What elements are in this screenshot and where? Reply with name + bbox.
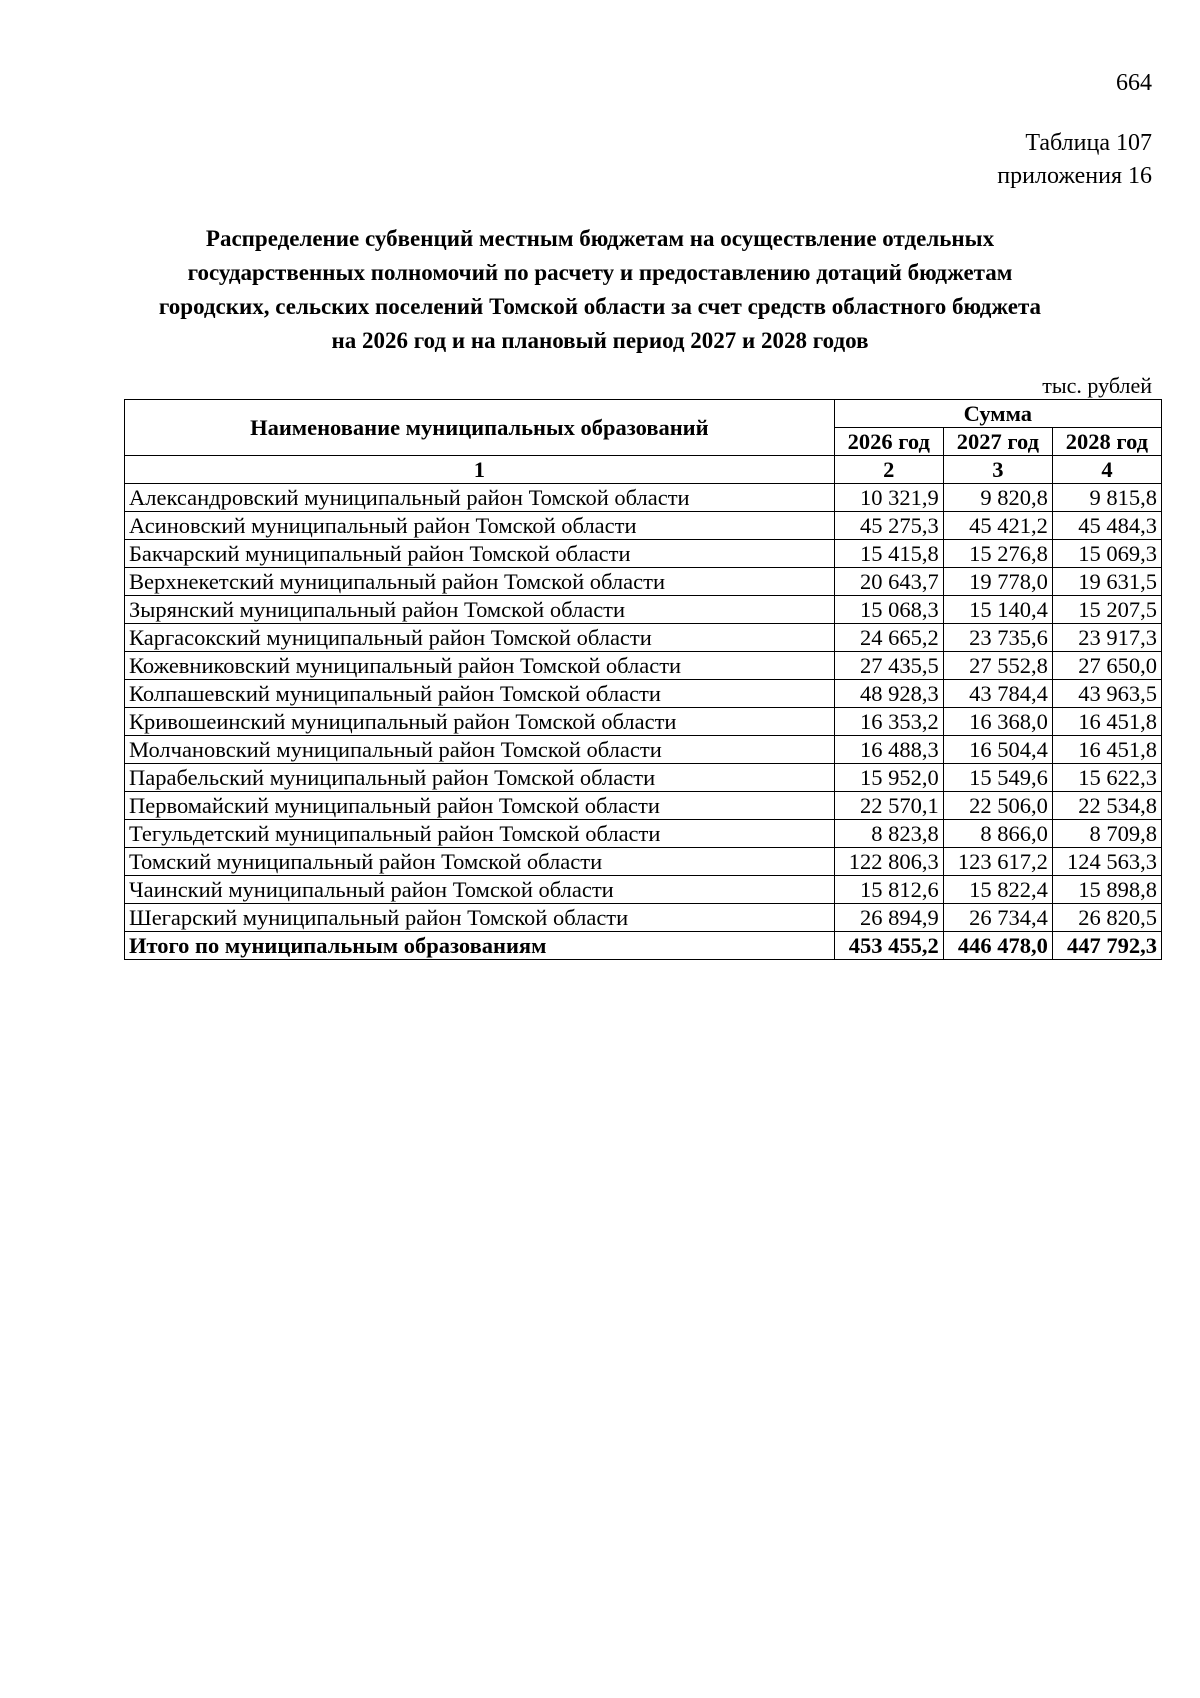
units-label: тыс. рублей: [1042, 373, 1152, 398]
value-2028: 8 709,8: [1052, 820, 1161, 848]
table-row: [125, 680, 1162, 708]
table-row: [125, 848, 1162, 876]
table-row: [125, 708, 1162, 736]
value-2026: 15 812,6: [834, 876, 943, 904]
table-row: [125, 876, 1162, 904]
table-row: [125, 820, 1162, 848]
row-name: Асиновский муниципальный район Томской области: [125, 512, 835, 540]
column-number: 4: [1052, 456, 1161, 484]
value-2028: 15 207,5: [1052, 596, 1161, 624]
table-row: [125, 624, 1162, 652]
table-row: [125, 540, 1162, 568]
table-row: [125, 596, 1162, 624]
row-name: Томский муниципальный район Томской области: [125, 848, 835, 876]
row-name: Шегарский муниципальный район Томской области: [125, 904, 835, 932]
value-2028: 26 820,5: [1052, 904, 1161, 932]
title-line: на 2026 год и на плановый период 2027 и 2028 годов: [331, 328, 869, 353]
column-number: 3: [943, 456, 1052, 484]
value-2026: 15 068,3: [834, 596, 943, 624]
row-name: Первомайский муниципальный район Томской области: [125, 792, 835, 820]
value-2026: 22 570,1: [834, 792, 943, 820]
value-2027: 8 866,0: [943, 820, 1052, 848]
value-2027: 45 421,2: [943, 512, 1052, 540]
total-label: Итого по муниципальным образованиям: [125, 932, 835, 960]
title-line: Распределение субвенций местным бюджетам на осуществление отдельных: [205, 226, 995, 251]
value-2026: 15 415,8: [834, 540, 943, 568]
total-2027: 446 478,0: [943, 932, 1052, 960]
document-title: [100, 222, 1100, 358]
header-name: Наименование муниципальных образований: [125, 400, 835, 456]
total-row: [125, 932, 1162, 960]
row-name: Зырянский муниципальный район Томской области: [125, 596, 835, 624]
value-2027: 15 140,4: [943, 596, 1052, 624]
table-row: [125, 568, 1162, 596]
page-number: 664: [1116, 70, 1152, 96]
value-2027: 19 778,0: [943, 568, 1052, 596]
value-2028: 15 069,3: [1052, 540, 1161, 568]
value-2027: 123 617,2: [943, 848, 1052, 876]
value-2026: 10 321,9: [834, 484, 943, 512]
row-name: Молчановский муниципальный район Томской области: [125, 736, 835, 764]
table-reference-line: приложения 16: [997, 163, 1152, 189]
header-sum: Сумма: [834, 400, 1161, 428]
table-row: [125, 484, 1162, 512]
total-2028: 447 792,3: [1052, 932, 1161, 960]
value-2027: 16 368,0: [943, 708, 1052, 736]
row-name: Чаинский муниципальный район Томской области: [125, 876, 835, 904]
value-2026: 27 435,5: [834, 652, 943, 680]
value-2027: 15 822,4: [943, 876, 1052, 904]
row-name: Верхнекетский муниципальный район Томской области: [125, 568, 835, 596]
value-2026: 48 928,3: [834, 680, 943, 708]
value-2026: 15 952,0: [834, 764, 943, 792]
value-2028: 16 451,8: [1052, 736, 1161, 764]
header-row: [125, 400, 1162, 428]
column-number: 1: [125, 456, 835, 484]
value-2028: 124 563,3: [1052, 848, 1161, 876]
value-2027: 22 506,0: [943, 792, 1052, 820]
row-name: Кривошеинский муниципальный район Томской области: [125, 708, 835, 736]
table-row: [125, 792, 1162, 820]
subventions-table: [124, 399, 1162, 960]
value-2026: 45 275,3: [834, 512, 943, 540]
value-2028: 23 917,3: [1052, 624, 1161, 652]
column-numbers-row: [125, 456, 1162, 484]
row-name: Тегульдетский муниципальный район Томской области: [125, 820, 835, 848]
value-2028: 9 815,8: [1052, 484, 1161, 512]
row-name: Парабельский муниципальный район Томской области: [125, 764, 835, 792]
value-2028: 45 484,3: [1052, 512, 1161, 540]
title-line: городских, сельских поселений Томской области за счет средств областного бюджета: [158, 294, 1042, 319]
value-2027: 27 552,8: [943, 652, 1052, 680]
value-2026: 20 643,7: [834, 568, 943, 596]
table-row: [125, 652, 1162, 680]
header-year: 2027 год: [943, 428, 1052, 456]
row-name: Кожевниковский муниципальный район Томской области: [125, 652, 835, 680]
row-name: Александровский муниципальный район Томской области: [125, 484, 835, 512]
title-line: государственных полномочий по расчету и предоставлению дотаций бюджетам: [187, 260, 1013, 285]
table-reference: [997, 127, 1152, 193]
value-2026: 8 823,8: [834, 820, 943, 848]
table-row: [125, 904, 1162, 932]
value-2026: 122 806,3: [834, 848, 943, 876]
header-year: 2028 год: [1052, 428, 1161, 456]
value-2028: 19 631,5: [1052, 568, 1161, 596]
table-row: [125, 736, 1162, 764]
value-2027: 26 734,4: [943, 904, 1052, 932]
row-name: Колпашевский муниципальный район Томской области: [125, 680, 835, 708]
value-2026: 16 488,3: [834, 736, 943, 764]
row-name: Каргасокский муниципальный район Томской области: [125, 624, 835, 652]
value-2028: 15 898,8: [1052, 876, 1161, 904]
value-2026: 16 353,2: [834, 708, 943, 736]
value-2027: 16 504,4: [943, 736, 1052, 764]
total-2026: 453 455,2: [834, 932, 943, 960]
value-2027: 43 784,4: [943, 680, 1052, 708]
value-2028: 16 451,8: [1052, 708, 1161, 736]
value-2026: 26 894,9: [834, 904, 943, 932]
value-2027: 23 735,6: [943, 624, 1052, 652]
value-2026: 24 665,2: [834, 624, 943, 652]
value-2028: 27 650,0: [1052, 652, 1161, 680]
value-2028: 43 963,5: [1052, 680, 1161, 708]
column-number: 2: [834, 456, 943, 484]
value-2028: 22 534,8: [1052, 792, 1161, 820]
table-row: [125, 764, 1162, 792]
table-reference-line: Таблица 107: [1025, 130, 1152, 156]
header-year: 2026 год: [834, 428, 943, 456]
value-2027: 15 276,8: [943, 540, 1052, 568]
row-name: Бакчарский муниципальный район Томской области: [125, 540, 835, 568]
value-2028: 15 622,3: [1052, 764, 1161, 792]
value-2027: 9 820,8: [943, 484, 1052, 512]
value-2027: 15 549,6: [943, 764, 1052, 792]
table-row: [125, 512, 1162, 540]
